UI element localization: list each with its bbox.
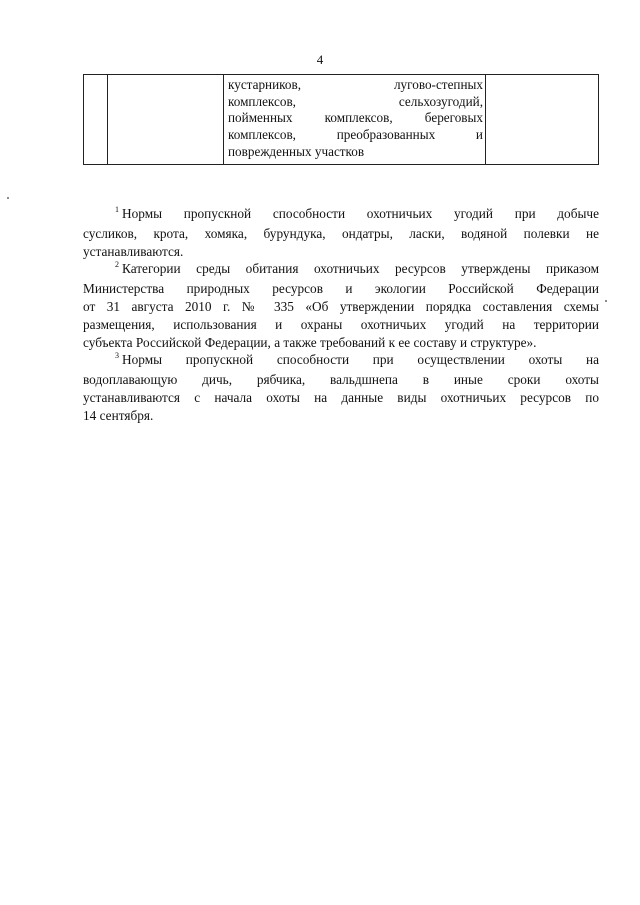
- page-number: 4: [316, 52, 324, 67]
- footnote-line: $^1$ Нормы пропускной способности охотничьих угодий при добыче: [115, 205, 599, 221]
- table-cell-line: кустарников, лугово-степных: [228, 77, 483, 92]
- footnote-1: [83, 205, 599, 260]
- footnote-line: 14 сентября.: [83, 407, 154, 423]
- table-border-bottom: [83, 164, 599, 165]
- footnote-line: устанавливаются.: [83, 243, 184, 259]
- footnote-marker: 3: [115, 351, 119, 361]
- table-cell-line: комплексов, сельхозугодий,: [228, 93, 483, 109]
- footnote-line: размещения, использования и охраны охотничьих угодий на территории: [83, 316, 599, 332]
- footnote-marker: 1: [115, 205, 119, 214]
- scan-speck: [605, 300, 607, 302]
- footnote-line: субъекта Российской Федерации, а также требований к ее составу и структуре».: [83, 334, 537, 350]
- table-cell-text: [228, 77, 483, 161]
- table-border-top: [83, 74, 599, 75]
- footnote-line: устанавливаются с начала охоты на данные виды охотничьих ресурсов по: [83, 389, 599, 405]
- scan-speck: [7, 197, 9, 199]
- table-cell-line: комплексов, преобразованных и: [228, 127, 483, 143]
- footnote-line: Министерства природных ресурсов и экологии Российской Федерации: [83, 281, 599, 297]
- footnote-line: $^3$ Нормы пропускной способности при осуществлении охоты на: [115, 351, 599, 368]
- footnote-line: водоплавающую дичь, рябчика, вальдшнепа в иные сроки охоты: [83, 372, 599, 388]
- table-border-left: [83, 74, 84, 165]
- table-cell-line: пойменных комплексов, береговых: [228, 110, 483, 126]
- footnote-line: сусликов, крота, хомяка, бурундука, ондатры, ласки, водяной полевки не: [83, 225, 599, 241]
- footnote-marker: 2: [115, 260, 119, 270]
- table-cell-line: поврежденных участков: [228, 143, 365, 159]
- table-border-col1: [107, 74, 108, 165]
- footnote-3: [83, 351, 599, 424]
- table-fragment: [83, 74, 599, 165]
- footnotes: [83, 205, 599, 425]
- footnote-line: от 31 августа 2010 г. № 335 «Об утверждении порядка составления схемы: [83, 298, 599, 314]
- footnote-line: $^2$ Категории среды обитания охотничьих ресурсов утверждены приказом: [115, 260, 599, 277]
- table-border-col2: [223, 74, 224, 165]
- footnote-2: [83, 260, 599, 351]
- table-border-right: [598, 74, 599, 165]
- table-border-col3: [485, 74, 486, 165]
